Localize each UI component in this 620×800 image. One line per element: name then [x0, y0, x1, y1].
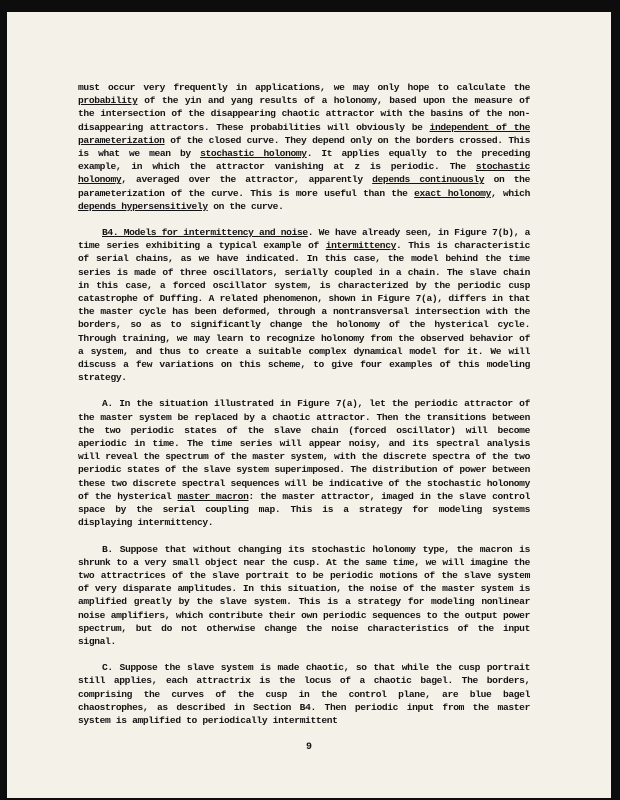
underlined-phrase: depends hypersensitively — [78, 200, 208, 212]
text-run: . It applies equally to the preceding example, in which the attractor vanishing at z is periodic. The — [78, 148, 530, 173]
underlined-phrase: depends continuously — [372, 174, 485, 186]
paragraph — [78, 226, 530, 384]
document-page — [7, 12, 611, 798]
paragraph — [78, 397, 530, 529]
underlined-phrase: stochastic holonomy — [78, 161, 530, 186]
text-run: on the parameterization of the curve. This is more useful than the — [78, 174, 530, 199]
paragraph — [78, 661, 530, 727]
text-run: , averaged over the attractor, apparently — [121, 174, 373, 186]
text-run: A. In the situation illustrated in Figure 7(a), let the periodic attractor of the master system be replaced by a chaotic attractor. Then the transitions between the two periodic states of the slave chain (forced oscillator) will become aperiodic in time. The time series will appear noisy, and its spectral analysis will reveal the spectrum of the master system, with the discrete spectra of the two periodic states of the slave system superimposed. The distribution of power between these two discrete spectral sequences will be indicative of the stochastic holonomy of the hysterical — [78, 398, 530, 502]
page-number: 9 — [305, 742, 312, 753]
text-run: of the yin and yang results of a holonomy, based upon the measure of the intersection of the disappearing chaotic attractor with the basins of the non-disappearing attractors. These probabilities will obviously be — [78, 95, 530, 133]
text-run: on the curve. — [207, 200, 284, 212]
text-run: of the closed curve. They depend only on the borders crossed. This is what we mean by — [78, 134, 530, 160]
underlined-phrase: intermittency — [325, 240, 397, 252]
underlined-phrase: master macron — [177, 490, 249, 502]
underlined-phrase: independent of the parameterization — [78, 121, 530, 146]
underlined-phrase: probability — [78, 95, 138, 107]
paragraph — [78, 543, 530, 649]
text-run: . This is characteristic of serial chains, as we have indicated. In this case, the model behind the time series is made of three oscillators, serially coupled in a chain. The slave chain in this case, a forced oscillator system, is characterized by the periodic cusp catastrophe of Duffing. A related phenomenon, shown in Figure 7(a), differs in that the master cycle has been deformed, through a nontransversal intersection with the borders, so as to significantly change the holonomy of the hysterical cycle. Through training, we may learn to recognize holonomy from the observed behavior of a system, and thus to create a suitable complex dynamical model for it. We will discuss a few variations on this scheme, to give four examples of this modeling strategy. — [78, 240, 530, 384]
text-run: , which — [490, 187, 531, 199]
text-run: . We have already seen, in Figure 7(b), a time series exhibiting a typical example of — [78, 227, 530, 252]
text-run: C. Suppose the slave system is made chaotic, so that while the cusp portrait still applies, each attractrix is the locus of a chaotic bagel. The borders, comprising the curves of the cusp in the control plane, are blue bagel chaostrophes, as described in Section B4. Then periodic input from the master system is amplified to periodically intermittent — [78, 662, 530, 726]
underlined-phrase: stochastic holonomy — [200, 148, 307, 160]
body-text — [78, 81, 530, 740]
underlined-phrase: B4. Models for intermittency and noise — [102, 227, 308, 239]
text-run: : the master attractor, imaged in the slave control space by the serial coupling map. This is a strategy for modeling systems displaying intermittency. — [78, 490, 530, 529]
text-run: must occur very frequently in applications, we may only hope to calculate the — [78, 82, 530, 93]
text-run: B. Suppose that without changing its stochastic holonomy type, the macron is shrunk to a very small object near the cusp. At the same time, we will imagine the two attractrices of the slave portrait to be periodic motions of the slave system of very disparate amplitudes. In this situation, the noise of the master system is amplified greatly by the slave system. This is a strategy for modeling nonlinear noise amplifiers, which contribute their own periodic sequences to the output power spectrum, but do not otherwise change the noise characteristics of the input signal. — [78, 543, 530, 647]
underlined-phrase: exact holonomy — [414, 187, 491, 199]
paragraph — [78, 81, 530, 213]
